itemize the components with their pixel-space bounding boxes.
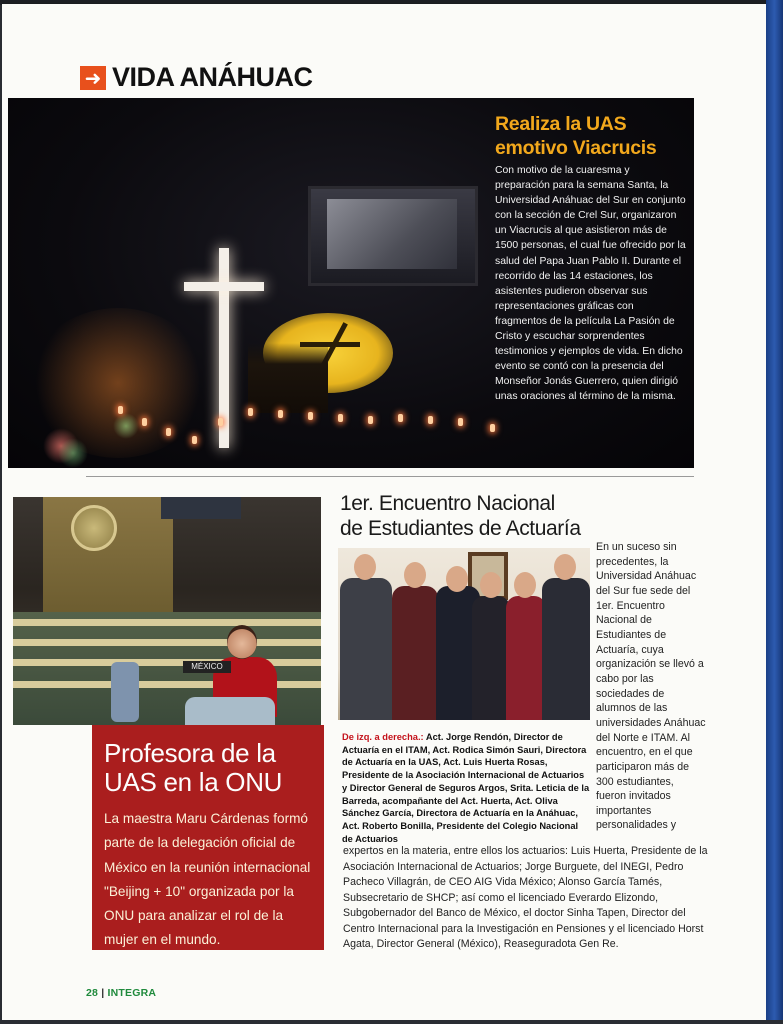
article-title: Realiza la UAS emotivo Viacrucis bbox=[495, 113, 657, 159]
section-divider bbox=[86, 476, 694, 477]
section-header bbox=[80, 62, 313, 93]
article-body-continued: expertos en la materia, entre ellos los actuarios: Luis Huerta, Presidente de la Asociación Internacional de Actuarios; Jorge Burguete, del INEGI, Pedro Pacheco Villagrán, de CEO AIG Vida México; Alonso García Tamés, Subsecretario de SHCP; así como el licenciado Everardo Elizondo, Subgobernador del Banco de México, el doctor Sinha Tapen, Director del Centro Internacional para la Investigación en Pensiones y el licenciado Horst Agata, Director General (México), Reaseguradota Gen Re. bbox=[343, 845, 708, 950]
section-title: VIDA ANÁHUAC bbox=[112, 62, 313, 92]
scan-right-edge bbox=[766, 0, 783, 1024]
projection-screen bbox=[308, 186, 478, 286]
group-photo bbox=[338, 548, 590, 720]
viacrucis-article bbox=[495, 112, 687, 405]
country-nameplate: MÉXICO bbox=[183, 661, 231, 673]
article-body-column: En un suceso sin precedentes, la Universidad Anáhuac del Sur fue sede del 1er. Encuentro Nacional de Estudiantes de Actuaría, cuya organización se llevó a cabo por las sociedades de alumnos de las universidades Anáhuac del Norte e ITAM. Al encuentro, en el que participaron más de 300 estudiantes, fueron invitados importantes personalidades y bbox=[596, 541, 706, 832]
actuaria-article-title: 1er. Encuentro Nacional de Estudiantes de Actuaría bbox=[340, 492, 581, 540]
article-body: Con motivo de la cuaresma y preparación para la semana Santa, la Universidad Anáhuac del Sur en conjunto con la sección de Crel Sur, organizaron un Viacrucis al que asistieron más de 1500 personas, el cual fue ofrecido por la salud del Papa Juan Pablo II. Durante el recorrido de las 14 estaciones, los asistentes pudieron observar sus representaciones gráficas con fragmentos de la película La Pasión de Cristo y escuchar sorprendentes testimonios y ejemplos de vida. En dicho evento se contó con la presencia del Monseñor Jonás Guerrero, quien dirigió unas oraciones al término de la misma. bbox=[495, 165, 686, 403]
page-number: 28 bbox=[86, 987, 99, 999]
un-emblem-icon bbox=[71, 505, 117, 551]
article-body: La maestra Maru Cárdenas formó parte de la delegación oficial de México en la reunión internacional "Beijing + 10" organizada por la ONU para analizar el rol de la mujer en el mundo. bbox=[104, 811, 311, 948]
onu-article-box bbox=[92, 725, 324, 950]
page-footer: 28 | INTEGRA bbox=[86, 987, 157, 999]
candle-row bbox=[118, 398, 538, 458]
magazine-name: INTEGRA bbox=[107, 987, 157, 999]
photo-caption: De izq. a derecha.: Act. Jorge Rendón, Director de Actuaría en el ITAM, Act. Rodica Simón Sauri, Directora de Actuaría en la UAS, Act. Luis Huerta Rosas, Presidente de la Asociación Internacional de Actuarios y Director General de Seguros Argos, Srita. Leticia de la Barreda, acompañante del Act. Huerta, Act. Oliva Sánchez García, Directora de Actuaría en la Anáhuac, Act. Roberto Bonilla, Presidente del Colegio Nacional de Actuarios bbox=[342, 732, 590, 844]
un-assembly-photo bbox=[13, 497, 321, 725]
scan-bottom-edge bbox=[0, 1020, 783, 1024]
article-title: Profesora de la UAS en la ONU bbox=[104, 738, 283, 797]
arrow-right-icon: ➜ bbox=[80, 66, 106, 90]
